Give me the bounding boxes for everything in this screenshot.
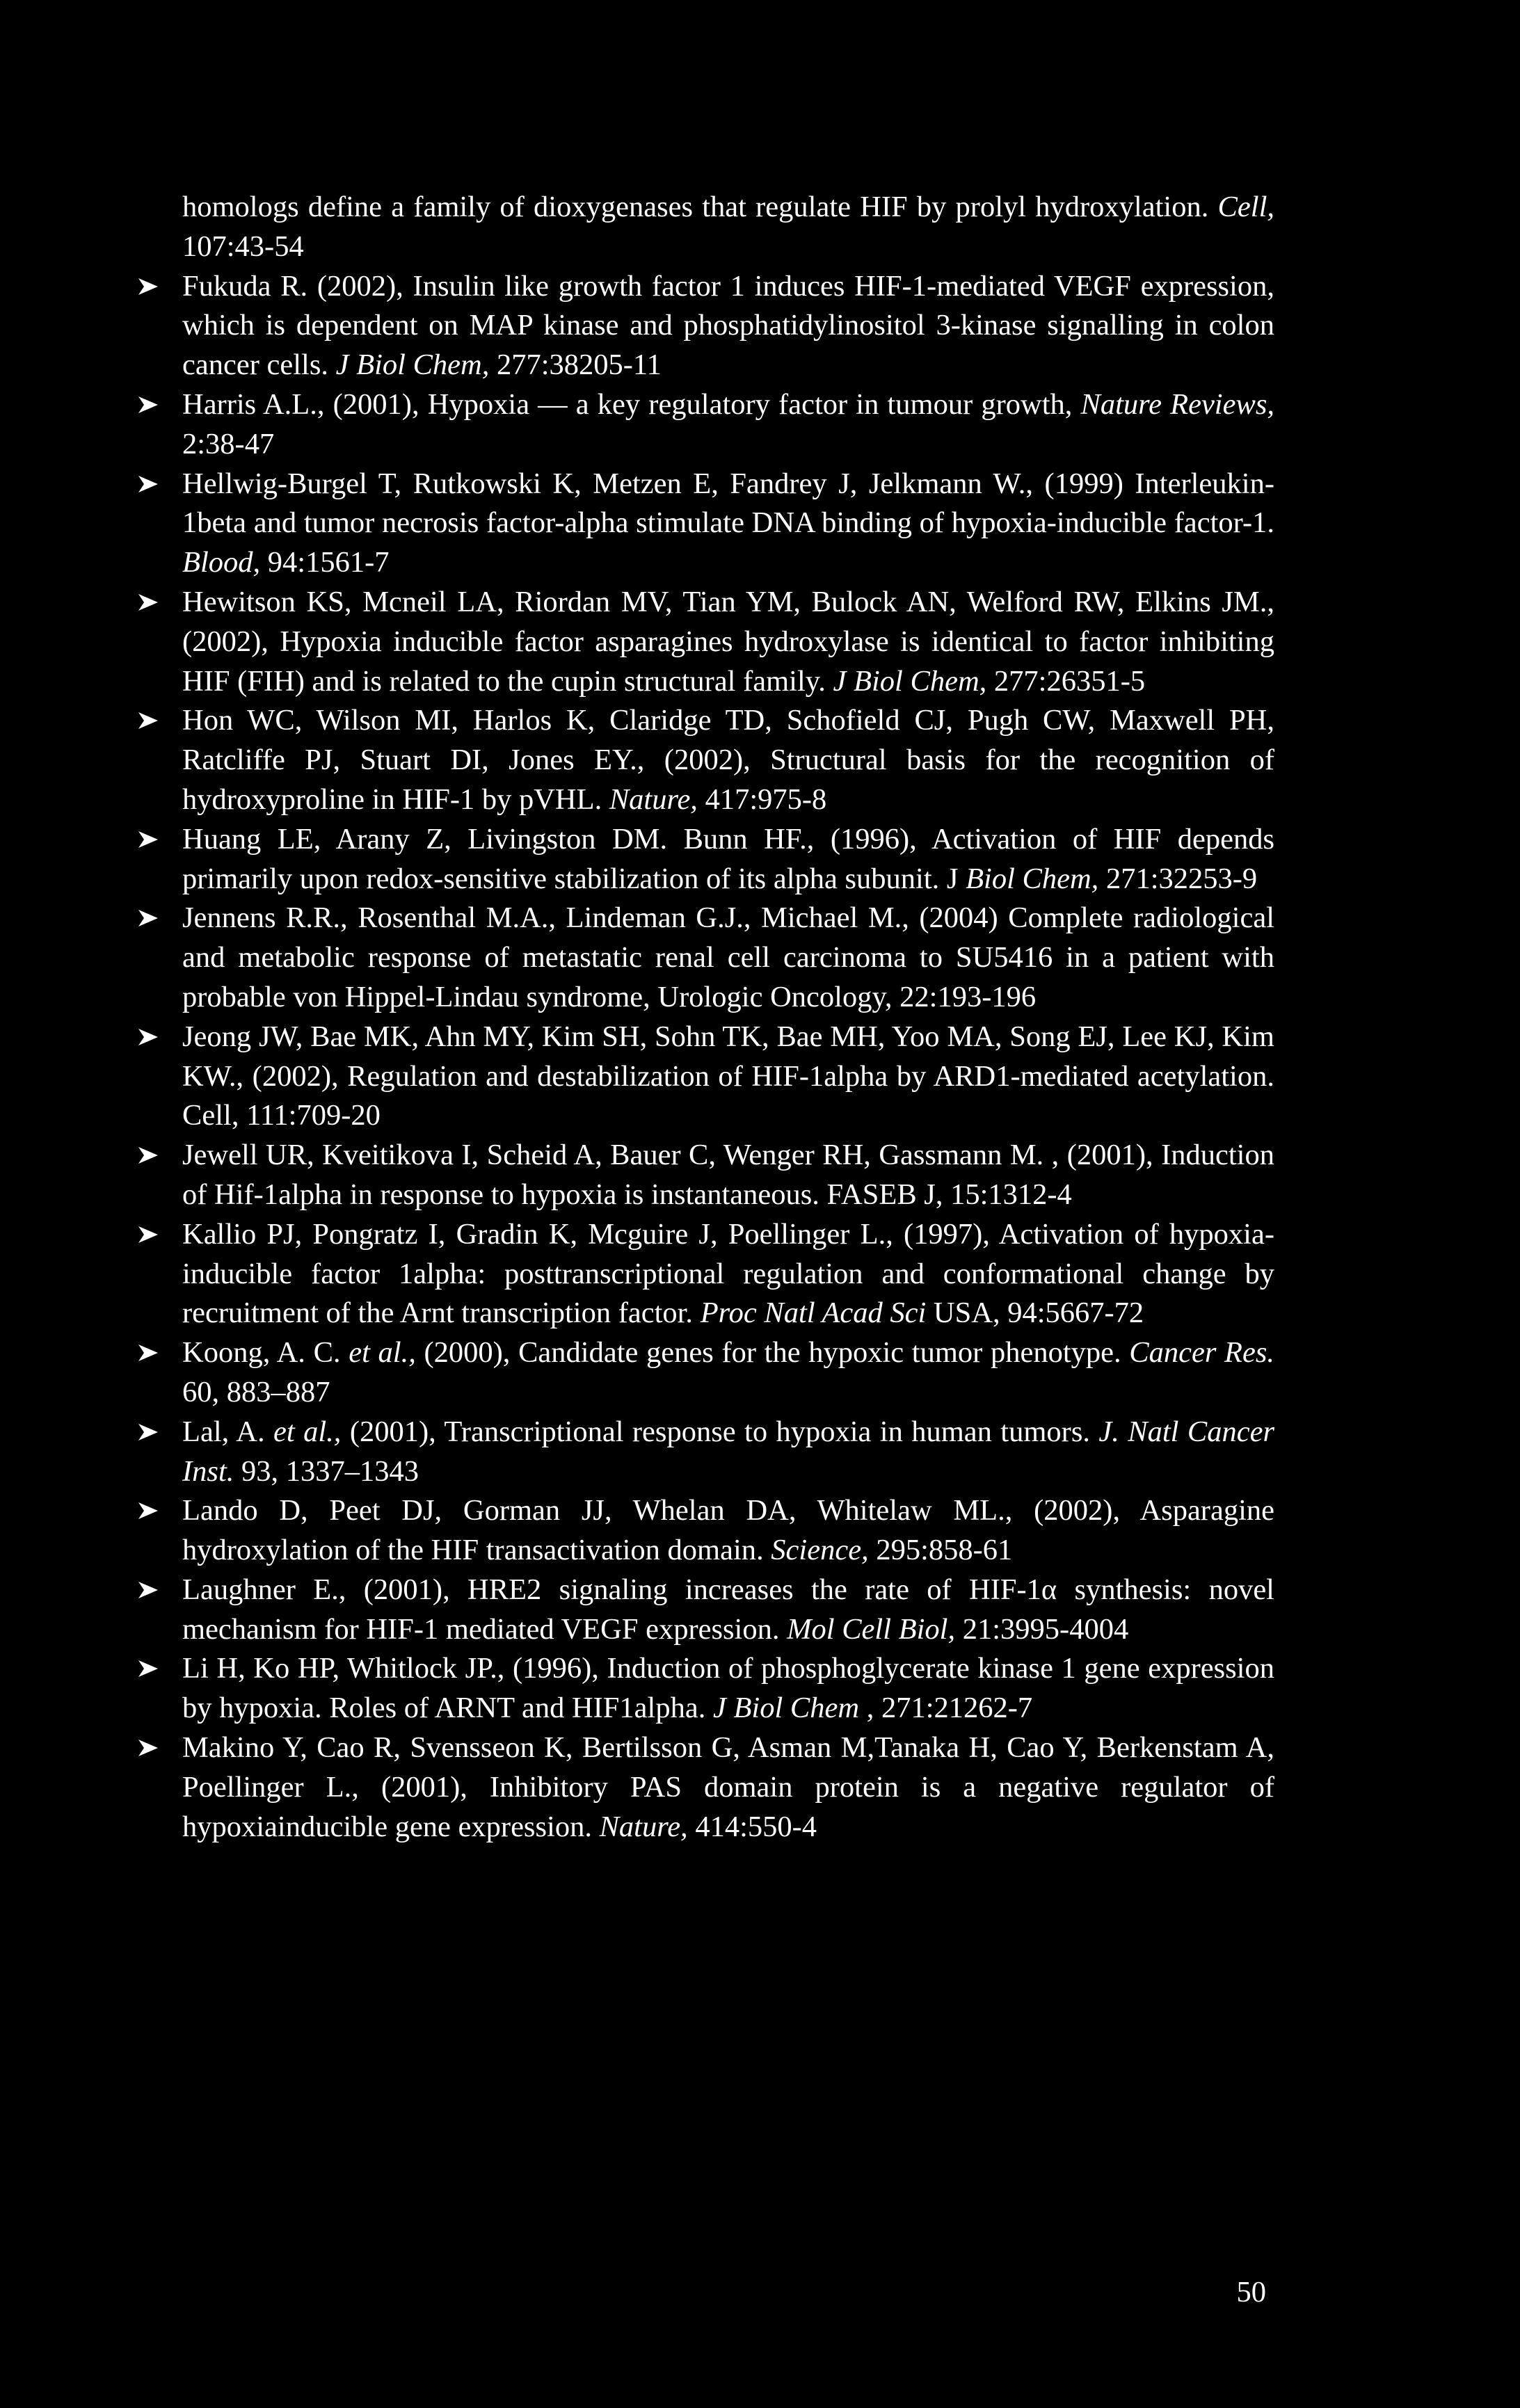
reference-text: 60, 883–887: [182, 1375, 330, 1408]
reference-text: Lando D, Peet DJ, Gorman JJ, Whelan DA, Whitelaw ML., (2002), Asparagine hydroxylation of the HIF transactivation domain.: [182, 1494, 1274, 1567]
reference-text: Li H, Ko HP, Whitlock JP., (1996), Induction of phosphoglycerate kinase 1 gene expression by hypoxia. Roles of ARNT and HIF1alpha.: [182, 1652, 1274, 1725]
reference-entry: [182, 465, 1274, 583]
reference-entry: [182, 1413, 1274, 1492]
reference-text: Hewitson KS, Mcneil LA, Riordan MV, Tian YM, Bulock AN, Welford RW, Elkins JM., (2002), Hypoxia inducible factor asparagines hydroxylase is identical to factor inhibiting HIF (FIH) and is related to the cupin structural family.: [182, 585, 1274, 698]
arrow-bullet-icon: [136, 1491, 160, 1531]
reference-italic-text: J. Natl Cancer Inst.: [182, 1415, 1274, 1488]
reference-text: homologs define a family of dioxygenases that regulate HIF by prolyl hydroxylation.: [182, 191, 1218, 223]
arrow-bullet-icon: [136, 1333, 160, 1373]
reference-italic-text: Biol Chem,: [966, 862, 1099, 895]
reference-italic-text: Science,: [771, 1534, 869, 1567]
reference-text: 295:858-61: [868, 1534, 1013, 1567]
reference-italic-text: J Biol Chem: [712, 1692, 860, 1725]
reference-text: Hellwig-Burgel T, Rutkowski K, Metzen E, Fandrey J, Jelkmann W., (1999) Interleukin-1beta and tumor necrosis factor-alpha stimulate DNA binding of hypoxia-inducible factor-1.: [182, 467, 1274, 540]
reference-entry: [182, 1491, 1274, 1571]
reference-italic-text: Nature,: [609, 782, 698, 816]
arrow-bullet-icon: [136, 701, 160, 741]
reference-text: Jeong JW, Bae MK, Ahn MY, Kim SH, Sohn TK, Bae MH, Yoo MA, Song EJ, Lee KJ, Kim KW., (2002), Regulation and destabilization of HIF-1alpha by ARD1-mediated acetylation. Cell, 111:709-20: [182, 1020, 1274, 1132]
reference-entry: [182, 1215, 1274, 1333]
reference-entry: [182, 385, 1274, 465]
reference-entry: [182, 1728, 1274, 1847]
reference-entry: [182, 1649, 1274, 1728]
reference-list: [182, 188, 1274, 1847]
reference-entry: [182, 820, 1274, 899]
reference-entry: [182, 1018, 1274, 1136]
reference-text: Hon WC, Wilson MI, Harlos K, Claridge TD, Schofield CJ, Pugh CW, Maxwell PH, Ratcliffe PJ, Stuart DI, Jones EY., (2002), Structural basis for the recognition of hydroxyproline in HIF-1 by pVHL.: [182, 704, 1274, 816]
reference-text: Huang LE, Arany Z, Livingston DM. Bunn HF., (1996), Activation of HIF depends primarily upon redox-sensitive stabilization of its alpha subunit. J: [182, 822, 1274, 895]
reference-text: 94:1561-7: [260, 546, 390, 579]
reference-italic-text: J Biol Chem,: [833, 664, 987, 698]
reference-italic-text: J Biol Chem,: [335, 348, 490, 382]
arrow-bullet-icon: [136, 385, 160, 425]
reference-text: 271:32253-9: [1098, 862, 1258, 895]
reference-entry: [182, 701, 1274, 819]
reference-text: Harris A.L., (2001), Hypoxia — a key regulatory factor in tumour growth,: [182, 387, 1081, 421]
reference-text: Laughner E., (2001), HRE2 signaling increases the rate of HIF-1α synthesis: novel mechanism for HIF-1 mediated VEGF expression.: [182, 1573, 1274, 1646]
reference-italic-text: Nature Reviews,: [1080, 387, 1274, 421]
reference-entry: [182, 267, 1274, 385]
reference-italic-text: Mol Cell Biol,: [787, 1612, 956, 1646]
reference-text: 21:3995-4004: [955, 1612, 1129, 1646]
reference-text: Jennens R.R., Rosenthal M.A., Lindeman G.J., Michael M., (2004) Complete radiological and metabolic response of metastatic renal cell carcinoma to SU5416 in a patient with probable von Hippel-Lindau syndrome, Urologic Oncology, 22:193-196: [182, 901, 1274, 1013]
arrow-bullet-icon: [136, 1728, 160, 1768]
arrow-bullet-icon: [136, 1018, 160, 1057]
reference-entry: [182, 1571, 1274, 1650]
reference-italic-text: Cell,: [1217, 191, 1274, 223]
reference-text: 277:38205-11: [489, 348, 662, 382]
reference-text: Koong, A. C.: [182, 1336, 349, 1370]
reference-italic-text: Cancer Res.: [1129, 1336, 1275, 1370]
reference-text: Lal, A.: [182, 1415, 274, 1448]
arrow-bullet-icon: [136, 820, 160, 860]
reference-text: Fukuda R. (2002), Insulin like growth factor 1 induces HIF-1-mediated VEGF expression, which is dependent on MAP kinase and phosphatidylinositol 3-kinase signalling in colon cancer cells.: [182, 269, 1274, 382]
reference-entry: [182, 583, 1274, 701]
reference-text: 107:43-54: [182, 230, 304, 263]
reference-text: 277:26351-5: [986, 664, 1146, 698]
arrow-bullet-icon: [136, 1571, 160, 1610]
arrow-bullet-icon: [136, 583, 160, 623]
reference-entry: [182, 1136, 1274, 1215]
arrow-bullet-icon: [136, 1413, 160, 1452]
reference-text: (2000), Candidate genes for the hypoxic tumor phenotype.: [415, 1336, 1130, 1370]
arrow-bullet-icon: [136, 267, 160, 307]
arrow-bullet-icon: [136, 1649, 160, 1689]
reference-entry: [182, 899, 1274, 1017]
reference-text: 417:975-8: [697, 782, 827, 816]
reference-text: (2001), Transcriptional response to hypoxia in human tumors.: [341, 1415, 1099, 1448]
reference-italic-text: Blood,: [182, 546, 261, 579]
arrow-bullet-icon: [136, 1136, 160, 1175]
arrow-bullet-icon: [136, 899, 160, 938]
arrow-bullet-icon: [136, 465, 160, 504]
reference-text: 414:550-4: [687, 1810, 817, 1843]
reference-text: 2:38-47: [182, 427, 275, 460]
reference-text: Kallio PJ, Pongratz I, Gradin K, Mcguire J, Poellinger L., (1997), Activation of hypoxia-inducible factor 1alpha: posttranscriptional regulation and conformational change by recruitment of the Arnt transcription factor.: [182, 1217, 1274, 1330]
reference-entry: [182, 1333, 1274, 1413]
reference-text: , 271:21262-7: [859, 1692, 1033, 1725]
reference-text: 93, 1337–1343: [234, 1454, 419, 1488]
reference-text: USA, 94:5667-72: [926, 1297, 1144, 1330]
reference-italic-text: Proc Natl Acad Sci: [700, 1297, 927, 1330]
reference-text: Jewell UR, Kveitikova I, Scheid A, Bauer C, Wenger RH, Gassmann M. , (2001), Induction of Hif-1alpha in response to hypoxia is instantaneous. FASEB J, 15:1312-4: [182, 1139, 1274, 1211]
reference-italic-text: et al.,: [349, 1336, 416, 1370]
page-number: 50: [1236, 2276, 1266, 2309]
reference-italic-text: Nature,: [599, 1810, 688, 1843]
arrow-bullet-icon: [136, 1215, 160, 1255]
reference-text: Makino Y, Cao R, Svensseon K, Bertilsson G, Asman M,Tanaka H, Cao Y, Berkenstam A, Poellinger L., (2001), Inhibitory PAS domain protein is a negative regulator of hypoxiainducible gene expression.: [182, 1731, 1274, 1843]
reference-entry: [182, 188, 1274, 267]
reference-italic-text: et al.,: [273, 1415, 342, 1448]
